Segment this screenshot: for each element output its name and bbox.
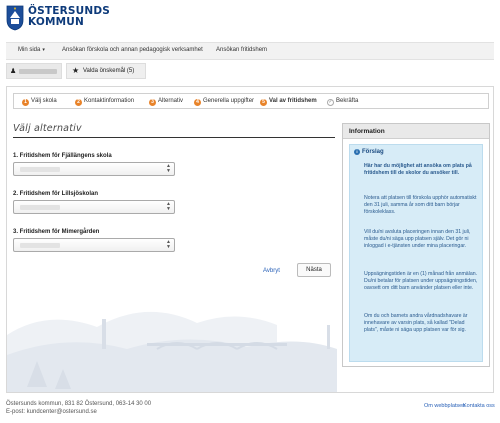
select-arrows-icon: ▲ ▼ [166,163,171,174]
step-label: Alternativ [158,98,184,104]
suggestion-title: Förslag [362,149,384,155]
star-icon: ★ [72,66,80,75]
footer-link-about[interactable]: Om webbplatsen [424,403,466,409]
step-valj-skola[interactable] [22,98,57,106]
field-label-fjallangens: 1. Fritidshem för Fjällängens skola [13,153,112,159]
step-alternativ[interactable] [149,98,183,106]
info-icon: i [354,149,360,155]
information-header [343,124,489,139]
favorites-button[interactable] [66,63,146,79]
select-fritidshem-lillsjoskolan[interactable] [13,200,175,214]
step-number-badge: 3 [149,99,156,106]
nav-item-label: Min sida [18,47,41,53]
select-fritidshem-mimergarden[interactable] [13,238,175,252]
footer-address: Östersunds kommun, 831 82 Östersund, 063-14 30 00 [6,401,152,407]
step-label: Bekräfta [336,98,359,104]
suggestion-paragraph: Vill du/ni avsluta placeringen innan den 31 juli, måste du/ni säga upp platsen själv. Det gör ni inloggad i e-tjänsten under mina placeringar. [364,229,471,249]
user-name-redacted [19,69,57,74]
selected-value-redacted [20,205,60,210]
step-label: Välj skola [31,98,57,104]
footer-link-contact[interactable]: Kontakta oss [463,403,495,409]
field-label-mimergarden: 3. Fritidshem för Mimergården [13,229,100,235]
selected-value-redacted [20,243,60,248]
suggestion-box [349,144,483,362]
suggestion-paragraph: Uppsägningstiden är en (1) månad från anmälan. Du/ni betalar för platsen under uppsägningstiden, oavsett om ditt barn använder platsen eller inte. [364,271,478,291]
logo-line-2: KOMMUN [28,16,85,28]
user-menu-button[interactable] [6,63,62,79]
step-number-badge: 5 [260,99,267,106]
suggestion-paragraph: Om du och barnets andra vårdnadshavare är innehavare av varsin plats, så kallad "Delad plats", måste ni säga upp platsen var för sig. [364,313,468,333]
next-button[interactable]: Nästa [297,263,331,277]
progress-steps [13,93,489,109]
caret-down-icon: ▾ [42,47,45,53]
cancel-link[interactable]: Avbryt [263,268,280,274]
person-icon: ♟ [10,68,17,75]
step-label: Generella uppgifter [203,98,255,104]
footer-email: E-post: kundcenter@ostersund.se [6,409,97,415]
field-label-lillsjoskolan: 2. Fritidshem för Lillsjöskolan [13,191,99,197]
check-icon: ✓ [328,99,333,105]
suggestion-paragraph: Här har du möjlighet att ansöka om plats på fritidshem till de skolor du ansöker till. [364,163,472,176]
information-panel [342,123,490,367]
selected-value-redacted [20,167,60,172]
step-label: Val av fritidshem [269,98,317,104]
nav-item-ansokan-forskola[interactable]: Ansökan förskola och annan pedagogisk verksamhet [62,47,203,53]
nav-item-min-sida[interactable] [18,47,45,53]
favorites-label: Valda önskemål (5) [83,68,135,74]
nav-item-ansokan-fritidshem[interactable]: Ansökan fritidshem [216,47,268,53]
logo-line-1: ÖSTERSUNDS [28,5,111,17]
information-heading: Information [349,128,385,135]
footer-contact [6,400,151,416]
step-kontaktinformation[interactable] [75,98,134,106]
step-number-badge: 1 [22,99,29,106]
select-arrows-icon: ▲ ▼ [166,201,171,212]
step-number-badge: 2 [75,99,82,106]
step-number-badge: 4 [194,99,201,106]
step-val-av-fritidshem[interactable] [260,98,317,106]
main-navigation [6,42,494,60]
step-generella-uppgifter[interactable] [194,98,254,106]
step-bekrafta[interactable] [327,98,358,106]
suggestion-paragraph: Notera att platsen till förskola upphör automatiskt den 31 juli, samma år som ditt barn börjar förskoleklass. [364,195,477,215]
logo-wordmark[interactable] [28,6,110,28]
title-divider [13,137,335,138]
main-panel [6,86,494,393]
user-bar [6,62,494,80]
page-title: Välj alternativ [13,123,82,134]
select-fritidshem-fjallangens[interactable] [13,162,175,176]
select-arrows-icon: ▲ ▼ [166,239,171,250]
site-header [0,0,500,42]
step-label: Kontaktinformation [84,98,135,104]
coat-of-arms-icon [6,5,24,31]
